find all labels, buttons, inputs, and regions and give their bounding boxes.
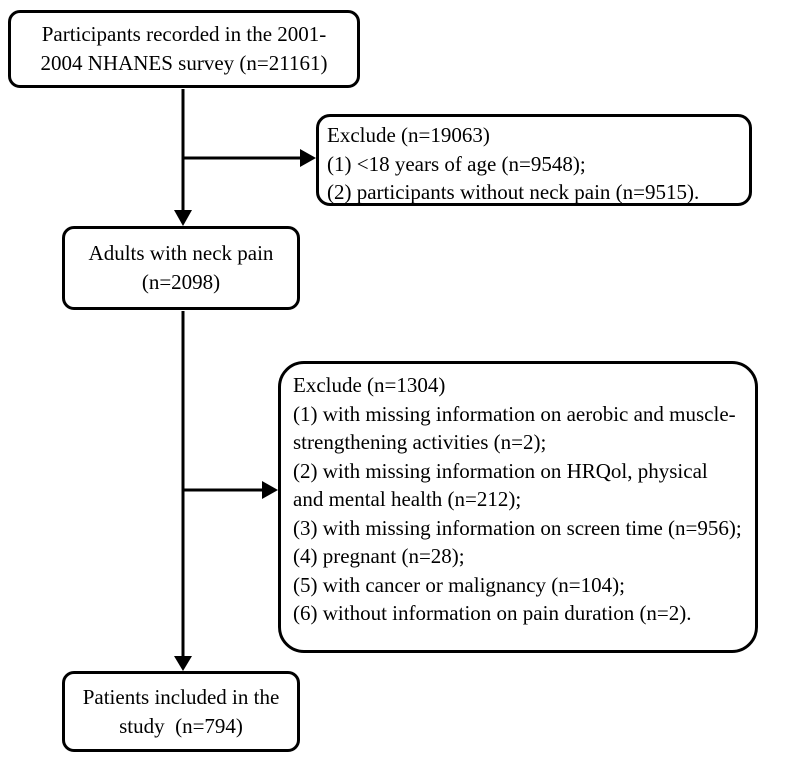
node-participants-line-1: Participants recorded in the 2001- [41,22,327,47]
arrow-neckpain-to-included [174,311,192,671]
exclude1-item-1: (1) <18 years of age (n=9548); [327,151,586,176]
node-included-line-1: Patients included in the [82,684,280,709]
node-included-line-2: study (n=794) [119,713,243,738]
arrow-participants-to-neckpain [174,89,192,226]
exclude2-item-4: (4) pregnant (n=28); [293,544,465,569]
arrow-branch-to-exclude2 [183,481,278,499]
exclude2-item-1: (1) with missing information on aerobic and muscle-strengthening activities (n=2); [293,401,736,455]
node-neck-pain-line-2: (n=2098) [141,270,221,294]
exclude2-item-5: (5) with cancer or malignancy (n=104); [293,572,625,597]
exclude2-item-3: (3) with missing information on screen time (n=956); [293,515,742,540]
node-participants-line-2: 2004 NHANES survey (n=21161) [40,51,328,75]
exclude1-item-2: (2) participants without neck pain (n=9515). [327,180,700,205]
exclude1-header: Exclude (n=19063) [327,123,490,147]
exclude2-header: Exclude (n=1304) [293,373,446,397]
exclude2-item-6: (6) without information on pain duration (n=2). [293,601,692,626]
node-neck-pain [62,226,300,310]
node-participants [8,10,360,88]
exclude2-item-2: (2) with missing information on HRQol, physical and mental health (n=212); [293,458,708,512]
node-included [62,671,300,752]
node-exclude-1 [316,114,752,206]
node-neck-pain-line-1: Adults with neck pain [88,241,274,266]
arrow-branch-to-exclude1 [183,149,316,167]
node-exclude-2 [278,361,758,653]
